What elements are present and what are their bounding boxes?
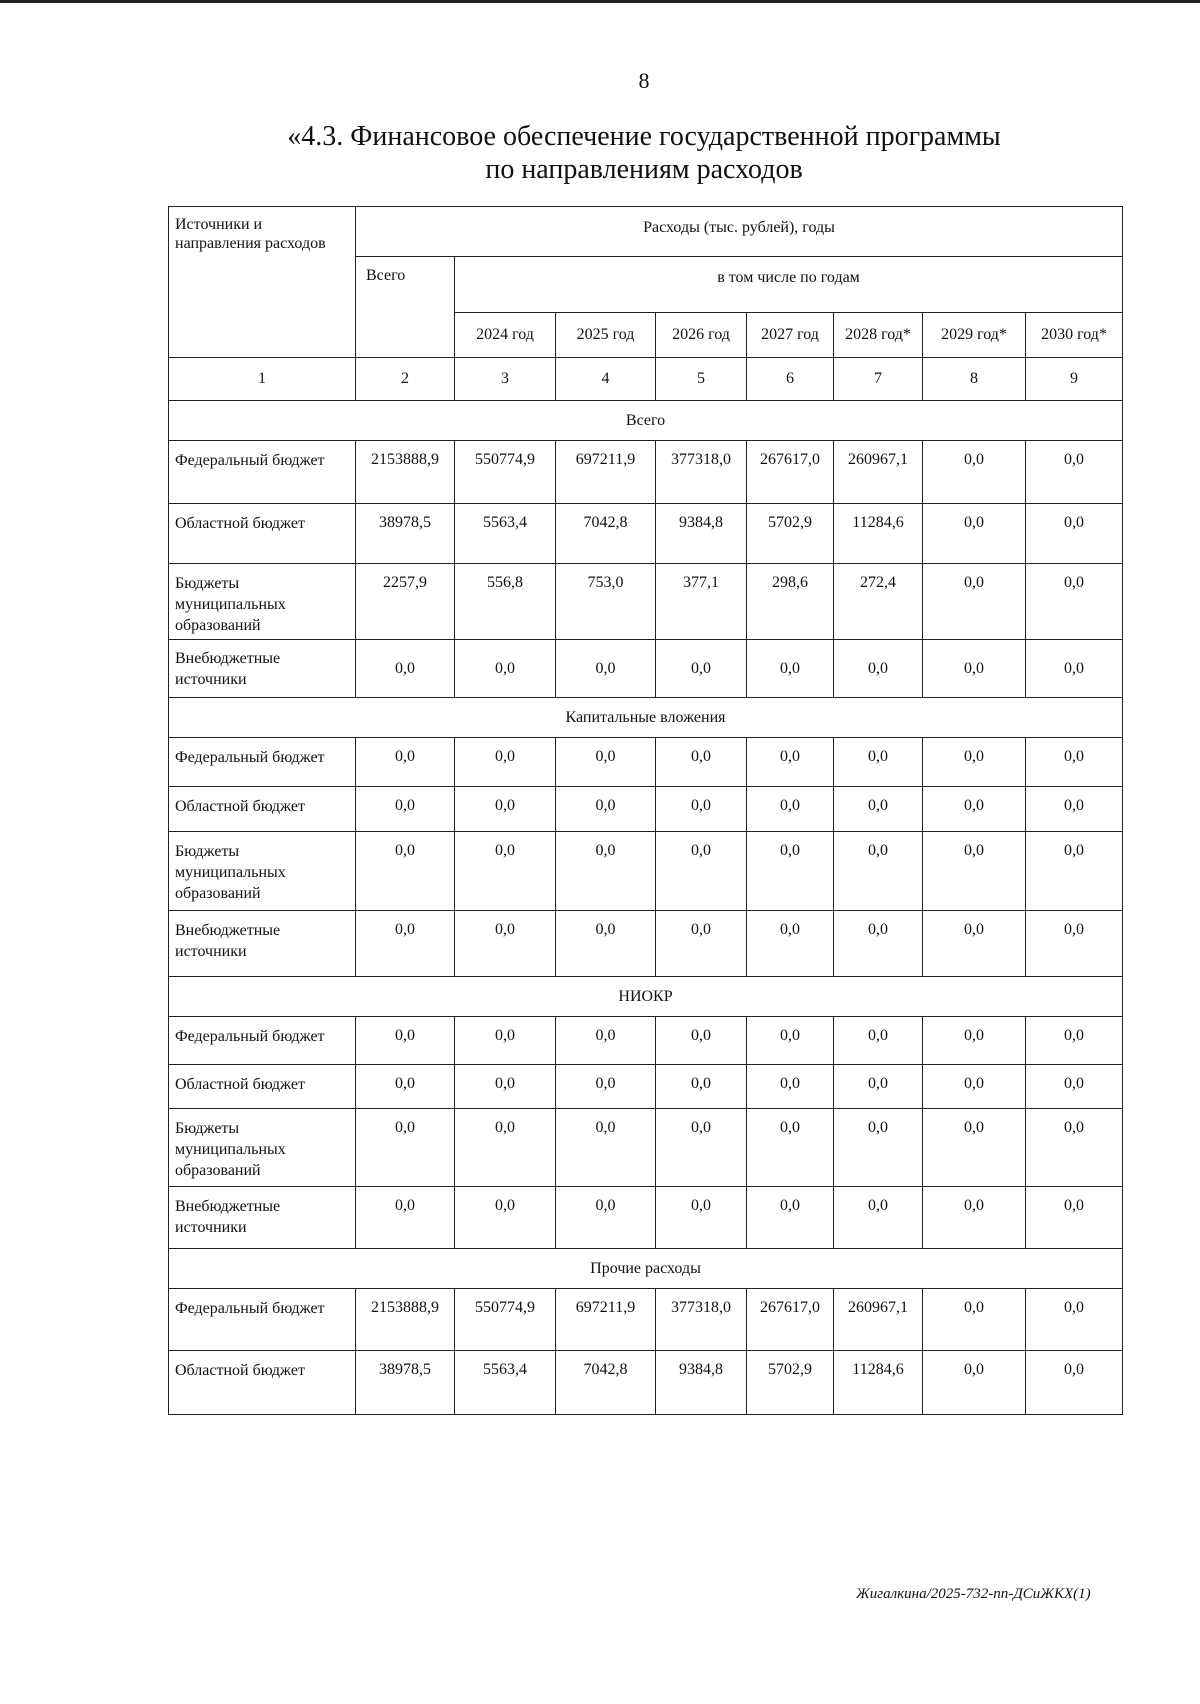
value-cell: 5702,9 (747, 504, 834, 564)
table-row (169, 832, 1123, 911)
value-cell: 5563,4 (455, 504, 556, 564)
value-cell: 0,0 (747, 1065, 834, 1109)
section-heading (0, 120, 1200, 186)
value-cell: 0,0 (834, 787, 923, 832)
value-cell: 0,0 (747, 640, 834, 698)
column-number: 6 (747, 358, 834, 401)
value-cell: 377,1 (656, 564, 747, 640)
section-row (169, 977, 1123, 1017)
value-cell: 0,0 (923, 1289, 1026, 1351)
value-cell: 0,0 (656, 832, 747, 911)
table-row (169, 787, 1123, 832)
table-row (169, 1187, 1123, 1249)
value-cell: 5563,4 (455, 1351, 556, 1415)
section-row (169, 698, 1123, 738)
section-title: НИОКР (169, 977, 1123, 1017)
column-number: 5 (656, 358, 747, 401)
value-cell: 0,0 (923, 1065, 1026, 1109)
value-cell: 0,0 (656, 1065, 747, 1109)
value-cell: 11284,6 (834, 504, 923, 564)
value-cell: 0,0 (1026, 787, 1123, 832)
header-year: 2030 год* (1026, 313, 1123, 358)
value-cell: 272,4 (834, 564, 923, 640)
value-cell: 0,0 (1026, 1109, 1123, 1187)
row-label: Федеральный бюджет (169, 1289, 356, 1351)
page-number: 8 (638, 68, 650, 93)
value-cell: 2257,9 (356, 564, 455, 640)
column-number: 3 (455, 358, 556, 401)
value-cell: 0,0 (455, 787, 556, 832)
value-cell: 38978,5 (356, 504, 455, 564)
heading-line-2: по направлениям расходов (485, 154, 803, 185)
header-sources: Источники и направления расходов (169, 207, 356, 358)
table-row (169, 504, 1123, 564)
value-cell: 9384,8 (656, 504, 747, 564)
table-row (169, 640, 1123, 698)
value-cell: 0,0 (834, 738, 923, 787)
value-cell: 0,0 (923, 1351, 1026, 1415)
value-cell: 0,0 (556, 640, 656, 698)
heading-line-1: «4.3. Финансовое обеспечение государственной программы (287, 121, 1001, 152)
row-label: Областной бюджет (169, 787, 356, 832)
table-row (169, 738, 1123, 787)
value-cell: 0,0 (356, 787, 455, 832)
value-cell: 0,0 (455, 1109, 556, 1187)
row-label: Федеральный бюджет (169, 738, 356, 787)
value-cell: 0,0 (747, 1187, 834, 1249)
value-cell: 0,0 (834, 911, 923, 977)
value-cell: 0,0 (834, 1065, 923, 1109)
value-cell: 0,0 (455, 1187, 556, 1249)
financing-table (168, 206, 1123, 1415)
table-row (169, 1351, 1123, 1415)
value-cell: 0,0 (1026, 504, 1123, 564)
value-cell: 0,0 (556, 787, 656, 832)
value-cell: 697211,9 (556, 441, 656, 504)
value-cell: 38978,5 (356, 1351, 455, 1415)
value-cell: 377318,0 (656, 1289, 747, 1351)
header-expenses: Расходы (тыс. рублей), годы (356, 207, 1123, 257)
header-year: 2029 год* (923, 313, 1026, 358)
section-title: Капитальные вложения (169, 698, 1123, 738)
value-cell: 0,0 (656, 640, 747, 698)
value-cell: 0,0 (556, 832, 656, 911)
value-cell: 0,0 (1026, 1289, 1123, 1351)
value-cell: 0,0 (356, 1065, 455, 1109)
value-cell: 7042,8 (556, 504, 656, 564)
value-cell: 0,0 (556, 911, 656, 977)
value-cell: 0,0 (923, 1187, 1026, 1249)
table-row (169, 441, 1123, 504)
section-row (169, 1249, 1123, 1289)
section-title: Всего (169, 401, 1123, 441)
table-row (169, 1109, 1123, 1187)
value-cell: 0,0 (747, 911, 834, 977)
row-label: Внебюджетные источники (169, 911, 356, 977)
value-cell: 0,0 (356, 911, 455, 977)
value-cell: 697211,9 (556, 1289, 656, 1351)
value-cell: 0,0 (455, 832, 556, 911)
column-number: 1 (169, 358, 356, 401)
column-number: 2 (356, 358, 455, 401)
value-cell: 298,6 (747, 564, 834, 640)
column-number: 7 (834, 358, 923, 401)
header-total: Всего (356, 257, 455, 358)
value-cell: 0,0 (834, 832, 923, 911)
table-row (169, 1289, 1123, 1351)
table-row (169, 1017, 1123, 1065)
section-title: Прочие расходы (169, 1249, 1123, 1289)
value-cell: 0,0 (923, 738, 1026, 787)
value-cell: 0,0 (923, 564, 1026, 640)
value-cell: 0,0 (656, 787, 747, 832)
value-cell: 7042,8 (556, 1351, 656, 1415)
value-cell: 550774,9 (455, 1289, 556, 1351)
value-cell: 0,0 (923, 787, 1026, 832)
value-cell: 0,0 (1026, 640, 1123, 698)
value-cell: 377318,0 (656, 441, 747, 504)
value-cell: 260967,1 (834, 1289, 923, 1351)
value-cell: 0,0 (923, 640, 1026, 698)
value-cell: 0,0 (923, 832, 1026, 911)
row-label: Бюджеты муниципальных образований (169, 1109, 356, 1187)
value-cell: 0,0 (356, 832, 455, 911)
value-cell: 0,0 (1026, 832, 1123, 911)
header-by-years: в том числе по годам (455, 257, 1123, 313)
value-cell: 267617,0 (747, 441, 834, 504)
value-cell: 0,0 (747, 832, 834, 911)
value-cell: 0,0 (923, 1017, 1026, 1065)
table-row (169, 1065, 1123, 1109)
value-cell: 0,0 (747, 738, 834, 787)
value-cell: 0,0 (834, 1017, 923, 1065)
value-cell: 0,0 (356, 1187, 455, 1249)
value-cell: 0,0 (455, 738, 556, 787)
value-cell: 0,0 (356, 640, 455, 698)
value-cell: 260967,1 (834, 441, 923, 504)
value-cell: 0,0 (455, 640, 556, 698)
row-label: Областной бюджет (169, 1351, 356, 1415)
value-cell: 0,0 (1026, 1065, 1123, 1109)
value-cell: 753,0 (556, 564, 656, 640)
column-number: 9 (1026, 358, 1123, 401)
value-cell: 0,0 (747, 787, 834, 832)
value-cell: 0,0 (834, 1187, 923, 1249)
row-label: Бюджеты муниципальных образований (169, 832, 356, 911)
top-rule (0, 0, 1200, 3)
table-row (169, 911, 1123, 977)
column-numbers-row (169, 358, 1123, 401)
value-cell: 0,0 (656, 1187, 747, 1249)
value-cell: 0,0 (1026, 911, 1123, 977)
value-cell: 0,0 (747, 1017, 834, 1065)
header-year: 2024 год (455, 313, 556, 358)
value-cell: 0,0 (455, 911, 556, 977)
row-label: Внебюджетные источники (169, 1187, 356, 1249)
row-label: Областной бюджет (169, 504, 356, 564)
value-cell: 0,0 (356, 1109, 455, 1187)
value-cell: 0,0 (455, 1017, 556, 1065)
value-cell: 0,0 (1026, 738, 1123, 787)
value-cell: 0,0 (834, 640, 923, 698)
value-cell: 0,0 (356, 738, 455, 787)
value-cell: 11284,6 (834, 1351, 923, 1415)
value-cell: 9384,8 (656, 1351, 747, 1415)
row-label: Федеральный бюджет (169, 1017, 356, 1065)
header-year: 2027 год (747, 313, 834, 358)
section-row (169, 401, 1123, 441)
value-cell: 0,0 (1026, 564, 1123, 640)
value-cell: 5702,9 (747, 1351, 834, 1415)
value-cell: 0,0 (923, 1109, 1026, 1187)
value-cell: 267617,0 (747, 1289, 834, 1351)
header-year: 2028 год* (834, 313, 923, 358)
value-cell: 0,0 (455, 1065, 556, 1109)
value-cell: 0,0 (556, 1065, 656, 1109)
value-cell: 0,0 (747, 1109, 834, 1187)
value-cell: 0,0 (834, 1109, 923, 1187)
value-cell: 0,0 (923, 504, 1026, 564)
value-cell: 2153888,9 (356, 1289, 455, 1351)
value-cell: 0,0 (556, 1017, 656, 1065)
value-cell: 0,0 (656, 1017, 747, 1065)
value-cell: 2153888,9 (356, 441, 455, 504)
table-row (169, 564, 1123, 640)
column-number: 8 (923, 358, 1026, 401)
document-code: Жигалкина/2025-732-пп-ДСиЖКХ(1) (856, 1586, 1091, 1602)
row-label: Федеральный бюджет (169, 441, 356, 504)
value-cell: 0,0 (1026, 1351, 1123, 1415)
column-number: 4 (556, 358, 656, 401)
value-cell: 0,0 (556, 738, 656, 787)
row-label: Внебюджетные источники (169, 640, 356, 698)
value-cell: 0,0 (923, 911, 1026, 977)
value-cell: 556,8 (455, 564, 556, 640)
value-cell: 0,0 (1026, 1017, 1123, 1065)
header-year: 2026 год (656, 313, 747, 358)
row-label: Областной бюджет (169, 1065, 356, 1109)
value-cell: 0,0 (656, 738, 747, 787)
header-year: 2025 год (556, 313, 656, 358)
value-cell: 0,0 (556, 1109, 656, 1187)
value-cell: 0,0 (1026, 1187, 1123, 1249)
row-label: Бюджеты муниципальных образований (169, 564, 356, 640)
value-cell: 0,0 (656, 1109, 747, 1187)
value-cell: 0,0 (656, 911, 747, 977)
value-cell: 0,0 (356, 1017, 455, 1065)
value-cell: 550774,9 (455, 441, 556, 504)
value-cell: 0,0 (923, 441, 1026, 504)
value-cell: 0,0 (1026, 441, 1123, 504)
value-cell: 0,0 (556, 1187, 656, 1249)
